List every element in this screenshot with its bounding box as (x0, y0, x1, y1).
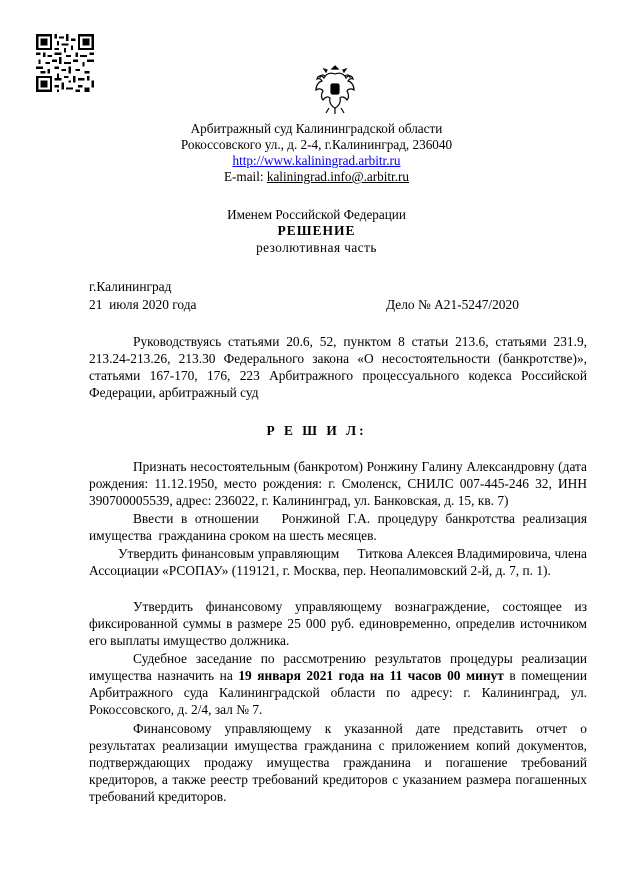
qr-code-icon (36, 34, 94, 92)
paragraph-appoint-manager: Утвердить финансовым управляющим Титкова Алексея Владимировича, члена Ассоциации «РСОПАУ» (119121, г. Москва, пер. Неопалимовский 2-й, д. 7, п. 1). (89, 546, 591, 578)
hearing-datetime: 19 января 2021 года на 11 часов 00 минут (238, 668, 504, 683)
court-address: Рокоссовского ул., д. 2-4, г.Калининград, 236040 (180, 137, 453, 152)
email-label: E-mail: (223, 169, 267, 184)
court-name: Арбитражный суд Калининградской области (190, 121, 443, 136)
court-website-link[interactable]: http://www.kaliningrad.arbitr.ru (232, 153, 401, 168)
paragraph-introduce-procedure: Ввести в отношении Ронжиной Г.А. процедуру банкротства реализация имущества гражданина сроком на шесть месяцев. (89, 511, 591, 543)
hearing-text-end: в помещении Арбитражного суда Калининградской области по адресу: г. Калининград, ул. Рокоссовского, д. 2/4, зал № 7. (89, 668, 588, 717)
paragraph-hearing (89, 650, 587, 718)
city: г.Калининград (89, 279, 172, 294)
document-title: РЕШЕНИЕ (277, 223, 356, 238)
decision-date: 21 июля 2020 года (89, 297, 197, 312)
hearing-text-start: Судебное заседание по рассмотрению результатов процедуры реализации имущества назначить на (89, 651, 587, 683)
paragraph-report: Финансовому управляющему к указанной дате представить отчет о результатах реализации имущества гражданина с приложением копий документов, подтверждающих продажу имущества гражданина и погашение требований кредиторов, а также реестр требований кредиторов с указанием размера погашенных требований кредиторов. (89, 721, 587, 804)
decided-heading: Р Е Ш И Л: (266, 423, 367, 438)
paragraph-remuneration: Утвердить финансовому управляющему вознаграждение, состоящее из фиксированной суммы в размере 25 000 руб. единовременно, определив источником его выплаты имущество должника. (89, 599, 587, 648)
document-subtitle: резолютивная часть (256, 240, 377, 255)
on-behalf-heading: Именем Российской Федерации (227, 207, 406, 222)
paragraph-declare-bankrupt: Признать несостоятельным (банкротом) Ронжину Галину Александровну (дата рождения: 11.12.1950, место рождения: г. Смоленск, СНИЛС 007-445-246 32, ИНН 390700005539, адрес: 236022, г. Калининград, ул. Банковская, д. 15, кв. 7) (89, 459, 587, 508)
case-number: Дело № А21-5247/2020 (386, 297, 519, 312)
court-email-link[interactable]: kaliningrad.info@.arbitr.ru (266, 169, 409, 184)
coat-of-arms-icon (314, 62, 356, 116)
intro-paragraph: Руководствуясь статьями 20.6, 52, пунктом 8 статьи 213.6, статьями 231.9, 213.24-213.26, 213.30 Федерального закона «О несостоятельности (банкротстве)», статьями 167-170, 176, 223 Арбитражного процессуального кодекса Российской Федерации, арбитражный суд (89, 334, 587, 400)
